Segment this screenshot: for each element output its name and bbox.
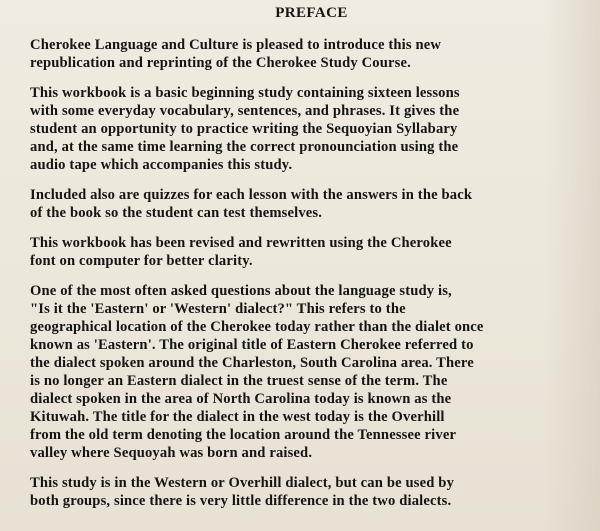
text-line: known as 'Eastern'. The original title of Eastern Cherokee referred to [30, 337, 474, 353]
paragraph-intro [30, 36, 575, 72]
text-line: both groups, since there is very little difference in the two dialects. [30, 493, 452, 509]
text-line: is no longer an Eastern dialect in the truest sense of the term. The [30, 373, 448, 389]
text-line: the dialect spoken around the Charleston, South Carolina area. There [30, 355, 474, 371]
paragraph-revision [30, 234, 575, 270]
text-line: from the old term denoting the location around the Tennessee river [30, 427, 457, 443]
paragraph-quizzes [30, 186, 575, 222]
text-line: valley where Sequoyah was born and raised. [30, 445, 313, 461]
text-line: Included also are quizzes for each lesson with the answers in the back [30, 187, 473, 203]
text-line: One of the most often asked questions about the language study is, [30, 283, 452, 299]
text-line: republication and reprinting of the Cherokee Study Course. [30, 55, 411, 71]
paragraph-workbook-description [30, 84, 575, 174]
text-line: dialect spoken in the area of North Carolina today is known as the [30, 391, 452, 407]
text-line: of the book so the student can test themselves. [30, 205, 323, 221]
preface-content [30, 4, 575, 522]
text-line: student an opportunity to practice writing the Sequoyian Syllabary [30, 121, 458, 137]
paragraph-overhill-dialect [30, 474, 575, 510]
text-line: This workbook is a basic beginning study containing sixteen lessons [30, 85, 460, 101]
paragraph-dialect-question [30, 282, 575, 462]
text-line: and, at the same time learning the correct pronounciation using the [30, 139, 459, 155]
text-line: geographical location of the Cherokee today rather than the dialet once [30, 319, 484, 335]
text-line: "Is it the 'Eastern' or 'Western' dialect?" This refers to the [30, 301, 406, 317]
text-line: audio tape which accompanies this study. [30, 157, 293, 173]
text-line: This workbook has been revised and rewritten using the Cherokee [30, 235, 452, 251]
page-title: PREFACE [275, 5, 348, 21]
text-line: Cherokee Language and Culture is pleased to introduce this new [30, 37, 442, 53]
text-line: with some everyday vocabulary, sentences, and phrases. It gives the [30, 103, 460, 119]
text-line: This study is in the Western or Overhill dialect, but can be used by [30, 475, 455, 491]
text-line: font on computer for better clarity. [30, 253, 253, 269]
text-line: Kituwah. The title for the dialect in the west today is the Overhill [30, 409, 445, 425]
